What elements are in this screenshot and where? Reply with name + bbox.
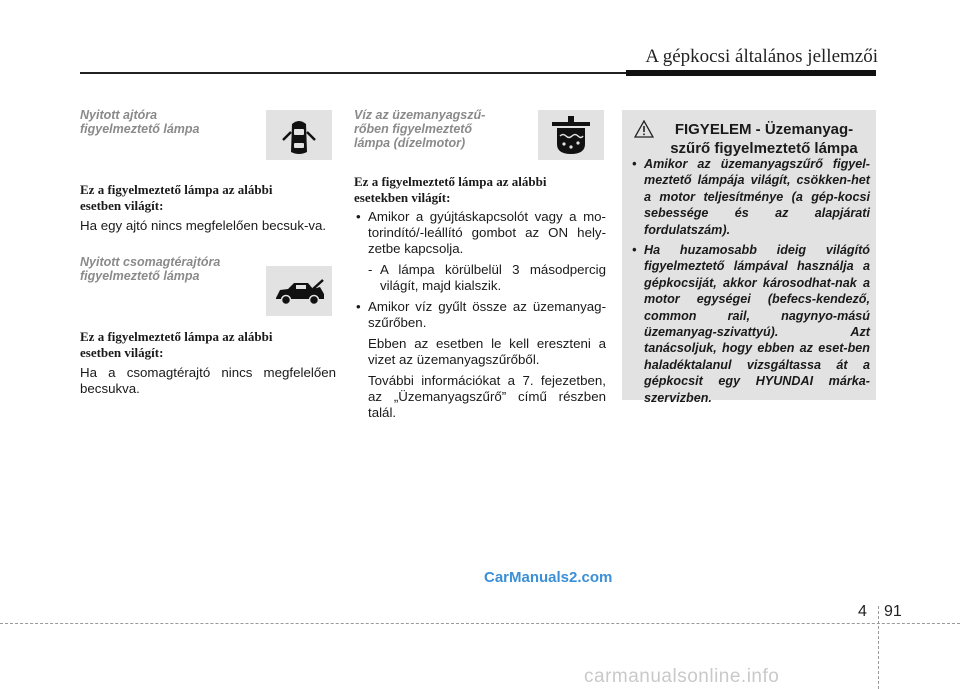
open-trunk-car-icon: [266, 266, 332, 316]
door-section-title: Nyitott ajtóra figyelmeztető lámpa: [80, 108, 200, 136]
watermark: CarManuals2.com: [484, 569, 613, 586]
water-fuel-subheading: Ez a figyelmeztető lámpa az alábbi esetekben világít:: [354, 174, 547, 205]
list-item: • Amikor víz gyűlt össze az üzemanyag-szűrőben.: [354, 299, 606, 331]
warning-item: • Ha huzamosabb ideig világító figyelmeztető lámpával használja a gépkocsiját, akkor károsodhat-nak a motor egységei (befecs-kendező, common rail, nagynyo-mású üzemanyag-szivattyú). Azt tanácsoljuk, hogy ebben az eset-ben haladéktalanul vizsgáltassa át a gépkocsit egy HYUNDAI márka-szervizben.: [632, 243, 870, 405]
page-number: 91: [884, 603, 902, 620]
warning-box: [622, 110, 876, 405]
water-fuel-section-title: Víz az üzemanyagszű- rőben figyelmeztető lámpa (dízelmotor): [354, 108, 486, 150]
water-in-fuel-filter-icon: [538, 110, 604, 160]
warning-item: • Amikor az üzemanyagszűrő figyel-meztető lámpája világít, csökken-het a motor teljesítménye (a gép-kocsi sebessége és az alapjárati fordulatszám).: [632, 157, 870, 237]
header-bar: [626, 70, 876, 76]
footer-rule: [0, 623, 960, 624]
trunk-section-title: Nyitott csomagtérajtóra figyelmeztető lámpa: [80, 255, 221, 283]
header-title: A gépkocsi általános jellemzői: [645, 46, 878, 67]
list-item: - A lámpa körülbelül 3 másodpercig világít, majd kialszik.: [368, 262, 606, 293]
chapter-number: 4: [858, 603, 867, 620]
door-subheading: Ez a figyelmeztető lámpa az alábbi esetben világít:: [80, 182, 273, 213]
bottom-watermark: carmanualsonline.info: [584, 666, 780, 687]
paragraph: Ebben az esetben le kell ereszteni a vizet az üzemanyagszűrőből.: [368, 336, 606, 367]
door-body: Ha egy ajtó nincs megfelelően becsuk-va.: [80, 218, 327, 233]
paragraph: További információkat a 7. fejezetben, az „Üzemanyagszűrő” című részben talál.: [368, 373, 606, 420]
open-door-car-icon: [266, 110, 332, 160]
trunk-body: Ha a csomagtérajtó nincs megfelelően becsukva.: [80, 365, 336, 396]
list-item: • Amikor a gyújtáskapcsolót vagy a mo-torindító/-leállító gombot az ON hely-zetbe kapcsolja.: [354, 209, 606, 257]
warning-title: FIGYELEM - Üzemanyag- szűrő figyelmeztető lámpa: [670, 121, 858, 157]
trunk-subheading: Ez a figyelmeztető lámpa az alábbi esetben világít:: [80, 329, 273, 360]
footer-divider: [878, 606, 879, 689]
